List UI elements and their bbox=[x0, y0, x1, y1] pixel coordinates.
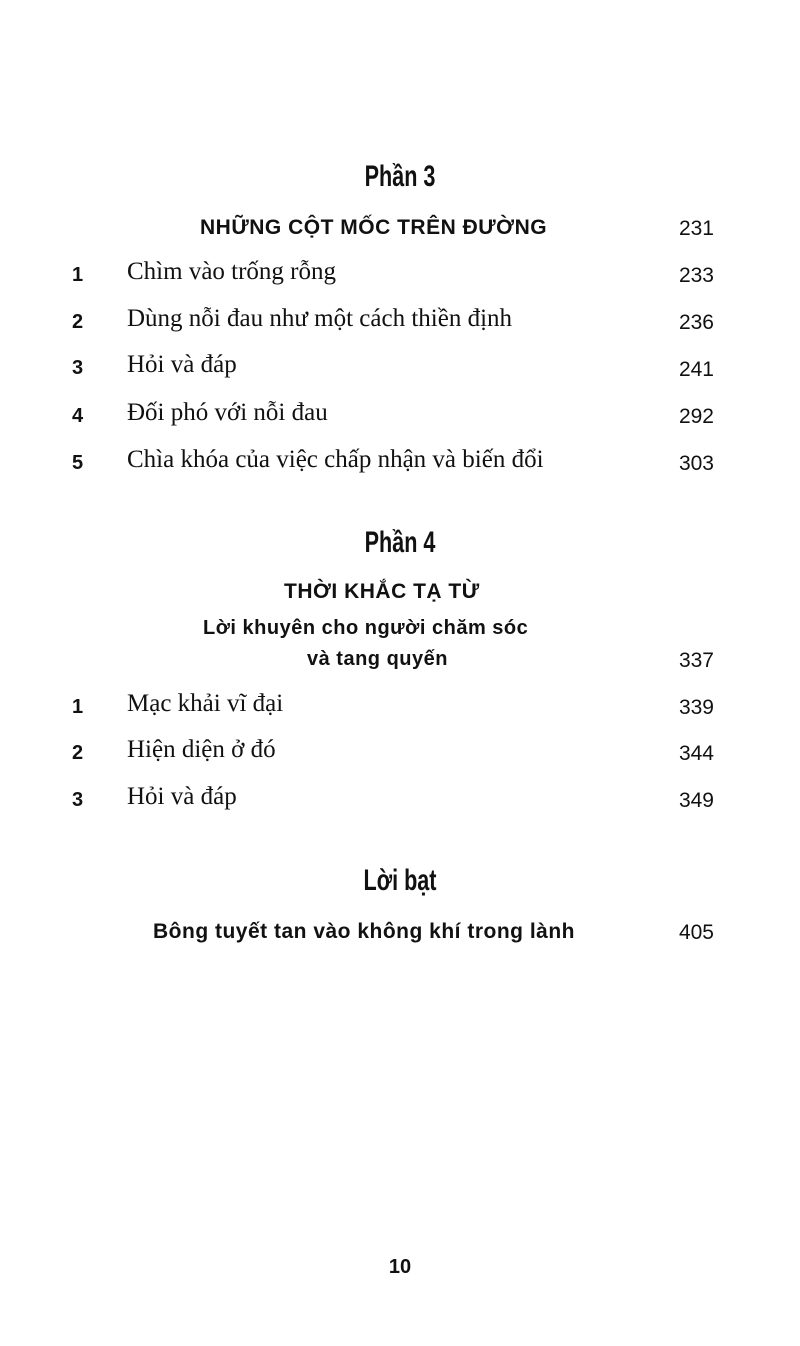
part-3-section-title: NHỮNG CỘT MỐC TRÊN ĐƯỜNG bbox=[200, 216, 548, 239]
entry-number: 1 bbox=[72, 696, 84, 718]
entry-number: 2 bbox=[72, 742, 84, 764]
entry-number: 3 bbox=[72, 789, 84, 811]
entry-page: 303 bbox=[678, 452, 714, 475]
part-3-section-page: 231 bbox=[678, 217, 714, 240]
entry-page: 241 bbox=[678, 358, 714, 381]
entry-number: 2 bbox=[72, 311, 84, 333]
footer-page-number: 10 bbox=[388, 1256, 412, 1278]
part-4-section-page: 337 bbox=[678, 649, 714, 672]
afterword-title: Bông tuyết tan vào không khí trong lành bbox=[153, 920, 575, 943]
entry-title: Chìm vào trống rỗng bbox=[127, 258, 337, 285]
entry-page: 344 bbox=[678, 742, 714, 765]
entry-page: 349 bbox=[678, 789, 714, 812]
part-4-heading: Phần 4 bbox=[364, 526, 436, 559]
entry-title: Đối phó với nỗi đau bbox=[127, 399, 328, 426]
entry-title: Dùng nỗi đau như một cách thiền định bbox=[127, 305, 513, 332]
part-3-heading: Phần 3 bbox=[364, 160, 436, 193]
part-4-section-title: THỜI KHẮC TẠ TỪ bbox=[284, 580, 480, 603]
afterword-page: 405 bbox=[678, 921, 714, 944]
entry-number: 1 bbox=[72, 264, 84, 286]
entry-number: 3 bbox=[72, 357, 84, 379]
part-4-subtitle-line-2: và tang quyến bbox=[307, 648, 448, 670]
entry-page: 233 bbox=[678, 264, 714, 287]
part-4-subtitle-line-1: Lời khuyên cho người chăm sóc bbox=[203, 617, 529, 639]
entry-title: Hỏi và đáp bbox=[127, 783, 237, 810]
entry-title: Mạc khải vĩ đại bbox=[127, 690, 284, 717]
entry-title: Hỏi và đáp bbox=[127, 351, 237, 378]
entry-page: 236 bbox=[678, 311, 714, 334]
entry-page: 339 bbox=[678, 696, 714, 719]
entry-title: Chìa khóa của việc chấp nhận và biến đổi bbox=[127, 446, 544, 473]
entry-number: 5 bbox=[72, 452, 84, 474]
entry-page: 292 bbox=[678, 405, 714, 428]
afterword-heading: Lời bạt bbox=[363, 864, 437, 897]
entry-title: Hiện diện ở đó bbox=[127, 736, 276, 763]
entry-number: 4 bbox=[72, 405, 84, 427]
